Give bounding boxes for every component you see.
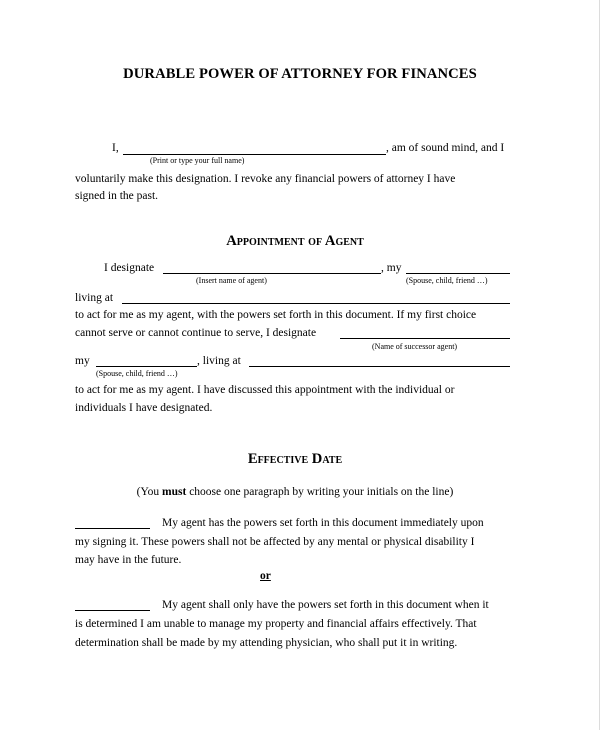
successor-address-field[interactable] [249,366,510,367]
or-separator: or [260,570,271,582]
effective-date-heading: Effective Date [247,451,343,467]
option-1-line-2: my signing it. These powers shall not be affected by any mental or physical disability I [75,536,475,548]
sound-mind-text: , am of sound mind, and I [386,142,505,154]
agent-relation-caption: (Spouse, child, friend …) [406,276,488,285]
agent-relation-field[interactable] [406,273,510,274]
individuals-line: individuals I have designated. [75,402,213,414]
intro-line-2: voluntarily make this designation. I revoke any financial powers of attorney I have [75,173,456,185]
act-line-1: to act for me as my agent, with the powers set forth in this document. If my first choice [75,309,477,321]
initials-option-1-field[interactable] [75,528,150,529]
option-2-line-2: is determined I am unable to manage my property and financial affairs effectively. That [75,618,477,630]
cannot-serve-text: cannot serve or cannot continue to serve, I designate [75,327,317,339]
successor-caption: (Name of successor agent) [372,342,458,351]
option-2-line-3: determination shall be made by my attending physician, who shall put it in writing. [75,637,458,649]
i-label: I, [112,142,119,154]
successor-relation-caption: (Spouse, child, friend …) [96,369,178,378]
act-line-2: to act for me as my agent. I have discussed this appointment with the individual or [75,384,455,396]
document-title: DURABLE POWER OF ATTORNEY FOR FINANCES [123,66,477,82]
full-name-field[interactable] [123,154,386,155]
appointment-heading: Appointment of Agent [226,233,364,249]
initials-option-2-field[interactable] [75,610,150,611]
intro-line-3: signed in the past. [75,190,159,202]
initials-instruction [0,486,590,498]
agent-address-field[interactable] [122,303,510,304]
option-1-line-1: My agent has the powers set forth in this document immediately upon [162,517,484,529]
full-name-caption: (Print or type your full name) [150,156,245,165]
instruction-post: choose one paragraph by writing your initials on the line) [186,486,454,498]
my-text: my [75,355,90,367]
agent-name-field[interactable] [163,273,381,274]
option-1-line-3: may have in the future. [75,554,182,566]
living-at-2-text: , living at [197,355,241,367]
successor-relation-field[interactable] [96,366,197,367]
i-designate-text: I designate [104,262,155,274]
option-2-line-1: My agent shall only have the powers set forth in this document when it [162,599,489,611]
instruction-must: must [162,486,187,498]
agent-name-caption: (Insert name of agent) [196,276,267,285]
comma-my-text: , my [381,262,402,274]
instruction-pre: (You [136,486,163,498]
living-at-text: living at [75,292,114,304]
successor-agent-field[interactable] [340,338,510,339]
